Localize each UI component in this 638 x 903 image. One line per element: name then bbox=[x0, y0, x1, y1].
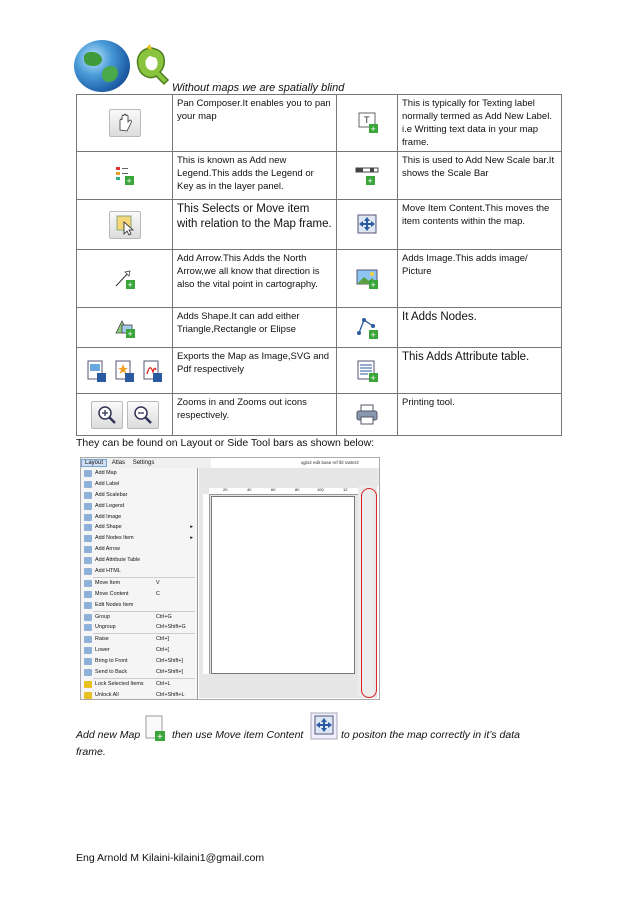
move-item-content-icon bbox=[352, 212, 382, 238]
menu-item-icon bbox=[84, 669, 92, 676]
menu-item-shortcut: Ctrl+[ bbox=[156, 647, 170, 654]
menu-item-icon bbox=[84, 492, 92, 499]
menu-atlas[interactable]: Atlas bbox=[111, 460, 126, 466]
instruction-part2: then use Move item Content bbox=[172, 729, 304, 741]
menu-layout[interactable]: Layout bbox=[81, 459, 107, 467]
menu-item[interactable] bbox=[81, 566, 197, 577]
menu-item[interactable] bbox=[81, 468, 197, 479]
add-nodes-icon bbox=[352, 315, 382, 341]
menu-item[interactable] bbox=[81, 512, 197, 523]
add-map-icon bbox=[143, 713, 167, 743]
add-shape-icon bbox=[110, 315, 140, 341]
horizontal-ruler: 20 40 60 80 100 12 bbox=[209, 488, 359, 495]
menu-item[interactable] bbox=[81, 656, 197, 667]
menu-item[interactable] bbox=[81, 533, 197, 544]
export-pdf-icon bbox=[141, 358, 165, 384]
menu-item-label: Bring to Front bbox=[95, 658, 128, 665]
instruction-line bbox=[76, 729, 140, 741]
menu-item[interactable] bbox=[81, 690, 197, 700]
export-description: Exports the Map as Image,SVG and Pdf respectively bbox=[173, 348, 337, 394]
export-image-icon bbox=[85, 358, 109, 384]
table-row bbox=[77, 200, 562, 250]
menu-item[interactable] bbox=[81, 479, 197, 490]
menu-item[interactable] bbox=[81, 578, 197, 589]
add-nodes-description: It Adds Nodes. bbox=[398, 308, 562, 348]
menu-item-label: Add Attribute Table bbox=[95, 557, 141, 564]
table-row bbox=[77, 308, 562, 348]
menu-item[interactable] bbox=[81, 589, 197, 600]
tools-table bbox=[76, 94, 562, 436]
add-legend-description: This is known as Add new Legend.This adds the Legend or Key as in the layer panel. bbox=[173, 152, 337, 200]
menu-item[interactable] bbox=[81, 490, 197, 501]
menu-item-shortcut: V bbox=[156, 579, 160, 586]
menu-item-shortcut: Ctrl+G bbox=[156, 613, 172, 620]
menu-item-label: Lock Selected Items bbox=[95, 680, 144, 687]
export-svg-icon bbox=[113, 358, 137, 384]
menu-item-icon bbox=[84, 624, 92, 631]
menu-item-icon bbox=[84, 602, 92, 609]
menu-item-icon bbox=[84, 557, 92, 564]
hand-pan-icon bbox=[109, 109, 141, 137]
menu-item-label: Add Nodes Item bbox=[95, 535, 134, 542]
menu-item-label: Add Shape bbox=[95, 524, 122, 531]
add-scalebar-icon bbox=[352, 163, 382, 189]
add-scalebar-description: This is used to Add New Scale bar.It shows the Scale Bar bbox=[398, 152, 562, 200]
add-image-icon bbox=[352, 266, 382, 292]
export-image-svg-pdf-icons bbox=[77, 358, 172, 384]
table-row bbox=[77, 348, 562, 394]
select-move-item-icon bbox=[109, 211, 141, 239]
menu-item-icon bbox=[84, 591, 92, 598]
menu-item[interactable] bbox=[81, 555, 197, 566]
menu-item[interactable] bbox=[81, 600, 197, 611]
add-label-description: This is typically for Texting label normally termed as Add New Label. i.e Writting text data in your map frame. bbox=[398, 95, 562, 152]
toolbar-label: qgis2 edit base ref lbl raster2 bbox=[301, 460, 359, 465]
page-caption: Without maps we are spatially blind bbox=[172, 82, 345, 94]
menu-item[interactable] bbox=[81, 645, 197, 656]
table-row bbox=[77, 152, 562, 200]
svg-text:T: T bbox=[364, 116, 370, 126]
menu-item-icon bbox=[84, 580, 92, 587]
add-arrow-icon bbox=[110, 266, 140, 292]
instruction-part1: Add new Map bbox=[76, 729, 141, 741]
submenu-arrow-icon: ▸ bbox=[190, 535, 193, 542]
menu-item-label: Raise bbox=[95, 636, 109, 643]
author-footer: Eng Arnold M Kilaini-kilaini1@gmail.com bbox=[76, 852, 265, 864]
table-row bbox=[77, 250, 562, 308]
menu-item-label: Move Item bbox=[95, 579, 121, 586]
table-row bbox=[77, 394, 562, 436]
move-content-icon bbox=[309, 711, 339, 741]
svg-text:+: + bbox=[370, 329, 376, 340]
menu-item-shortcut: C bbox=[156, 590, 160, 597]
svg-text:+: + bbox=[370, 372, 376, 383]
menu-item-icon bbox=[84, 481, 92, 488]
menu-item-icon bbox=[84, 535, 92, 542]
menu-item-label: Add HTML bbox=[95, 568, 121, 575]
menu-item[interactable] bbox=[81, 679, 197, 690]
menu-item-label: Unlock All bbox=[95, 691, 119, 698]
menu-item-shortcut: Ctrl+] bbox=[156, 636, 170, 643]
menu-item-icon bbox=[84, 681, 92, 688]
menu-item-icon bbox=[84, 614, 92, 621]
pan-description: Pan Composer.It enables you to pan your map bbox=[173, 95, 337, 152]
add-image-description: Adds Image.This adds image/ Picture bbox=[398, 250, 562, 308]
add-label-icon bbox=[352, 110, 382, 136]
add-legend-icon bbox=[110, 163, 140, 189]
zoom-in-icon bbox=[91, 401, 123, 429]
svg-text:+: + bbox=[370, 279, 376, 290]
menu-item-icon bbox=[84, 470, 92, 477]
menu-item-icon bbox=[84, 524, 92, 531]
menu-item[interactable] bbox=[81, 544, 197, 555]
menu-item-icon bbox=[84, 546, 92, 553]
menu-item-icon bbox=[84, 692, 92, 699]
menu-item-shortcut: Ctrl+L bbox=[156, 680, 171, 687]
menu-item-label: Add Arrow bbox=[95, 546, 120, 553]
print-description: Printing tool. bbox=[398, 394, 562, 436]
menu-item-icon bbox=[84, 658, 92, 665]
zoom-description: Zooms in and Zooms out icons respectively. bbox=[173, 394, 337, 436]
menu-item[interactable] bbox=[81, 612, 197, 623]
menu-item-label: Group bbox=[95, 613, 110, 620]
zoom-out-icon bbox=[127, 401, 159, 429]
menu-item[interactable] bbox=[81, 634, 197, 645]
menu-item-label: Ungroup bbox=[95, 624, 116, 631]
menu-item-icon bbox=[84, 568, 92, 575]
svg-text:+: + bbox=[157, 732, 163, 743]
svg-text:+: + bbox=[126, 175, 132, 186]
menu-item-icon bbox=[84, 647, 92, 654]
menu-item-label: Add Label bbox=[95, 480, 120, 487]
menu-item-label: Add Scalebar bbox=[95, 491, 128, 498]
svg-text:+: + bbox=[370, 124, 376, 134]
menu-item-label: Add Legend bbox=[95, 502, 125, 509]
zoom-in-out-icons bbox=[77, 401, 172, 429]
menu-item-label: Add Map bbox=[95, 470, 117, 476]
menu-item-shortcut: Ctrl+Shift+] bbox=[156, 658, 183, 665]
menu-item-label: Move Content bbox=[95, 590, 129, 597]
menu-item-label: Add Image bbox=[95, 513, 122, 520]
svg-text:+: + bbox=[367, 175, 373, 186]
menu-item[interactable] bbox=[81, 667, 197, 678]
globe-logo bbox=[74, 40, 130, 92]
menu-item[interactable] bbox=[81, 522, 197, 533]
add-attribute-table-description: This Adds Attribute table. bbox=[398, 348, 562, 394]
instruction-part3: to positon the map correctly in it’s data bbox=[341, 729, 520, 741]
select-move-description: This Selects or Move item with relation to the Map frame. bbox=[173, 200, 337, 250]
add-attribute-table-icon bbox=[352, 358, 382, 384]
menu-item-label: Send to Back bbox=[95, 669, 128, 676]
menu-item-icon bbox=[84, 503, 92, 510]
print-icon bbox=[352, 402, 382, 428]
menu-item-shortcut: Ctrl+Shift+[ bbox=[156, 669, 183, 676]
qgis-logo bbox=[132, 44, 172, 88]
menu-settings[interactable]: Settings bbox=[132, 460, 155, 466]
menu-item-shortcut: Ctrl+Shift+L bbox=[156, 691, 185, 698]
highlight-ellipse bbox=[361, 488, 377, 698]
svg-text:+: + bbox=[127, 279, 133, 290]
vertical-ruler bbox=[203, 494, 210, 674]
menu-item-label: Lower bbox=[95, 647, 110, 654]
composer-paper bbox=[211, 496, 355, 674]
svg-text:+: + bbox=[127, 328, 133, 339]
instruction-part4: frame. bbox=[76, 746, 106, 758]
menu-item-icon bbox=[84, 514, 92, 521]
menu-item-shortcut: Ctrl+Shift+G bbox=[156, 624, 186, 631]
menu-item-label: Edit Nodes Item bbox=[95, 601, 134, 608]
table-row bbox=[77, 95, 562, 152]
menu-item[interactable] bbox=[81, 501, 197, 512]
found-text: They can be found on Layout or Side Tool bars as shown below: bbox=[76, 437, 375, 449]
menu-item[interactable] bbox=[81, 622, 197, 633]
submenu-arrow-icon: ▸ bbox=[190, 524, 193, 531]
add-arrow-description: Add Arrow.This Adds the North Arrow,we all know that direction is also the vital point in cartography. bbox=[173, 250, 337, 308]
composer-menubar bbox=[81, 458, 211, 468]
add-shape-description: Adds Shape.It can add either Triangle,Rectangle or Elipse bbox=[173, 308, 337, 348]
move-content-description: Move Item Content.This moves the item contents within the map. bbox=[398, 200, 562, 250]
menu-item-icon bbox=[84, 636, 92, 643]
layout-menu-screenshot bbox=[80, 457, 380, 700]
layout-menu-dropdown bbox=[81, 468, 198, 699]
